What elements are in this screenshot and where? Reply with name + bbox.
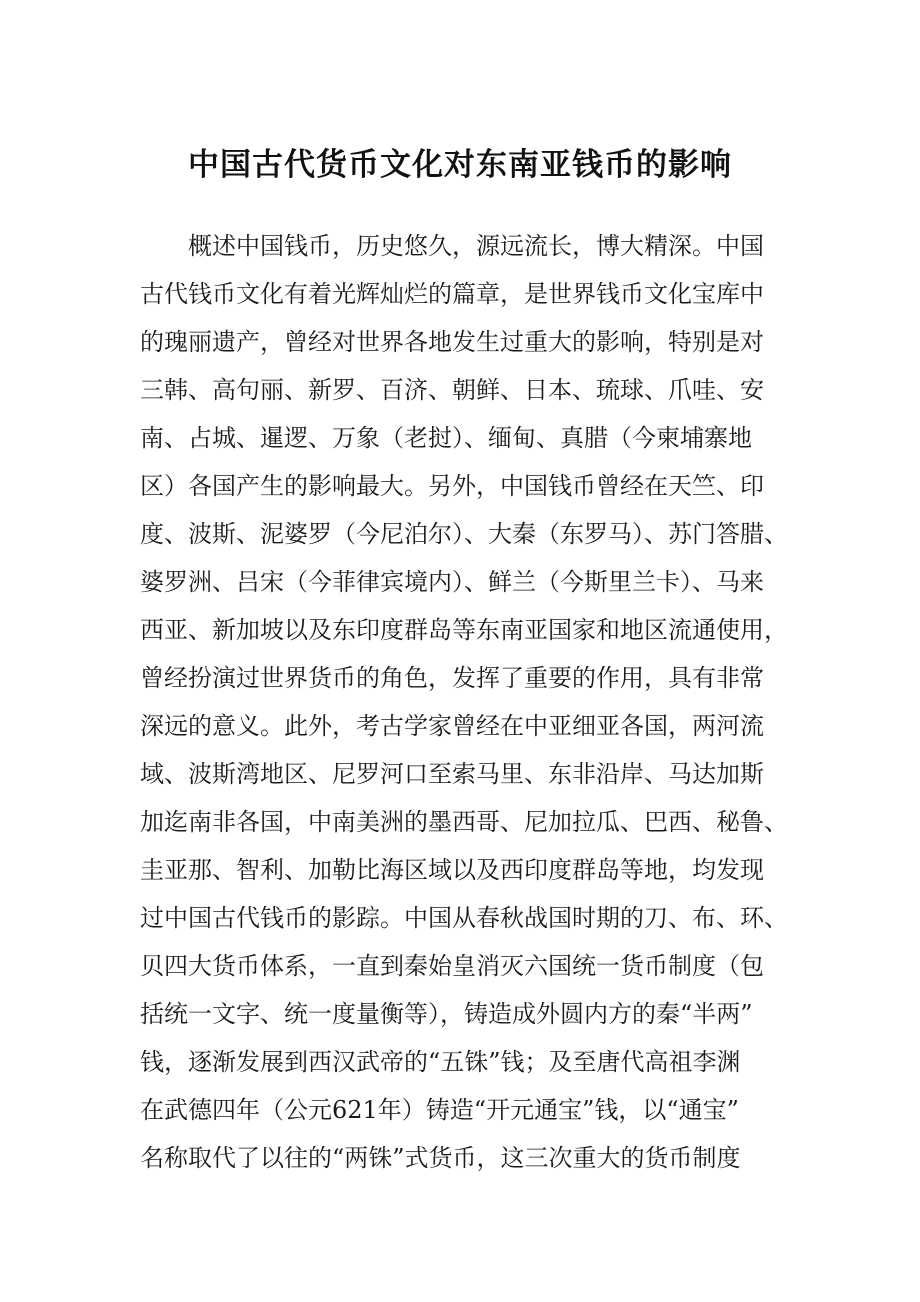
text-line: 曾经扮演过世界货币的角色，发挥了重要的作用，具有非常 <box>140 664 764 692</box>
text-line: 的瑰丽遗产，曾经对世界各地发生过重大的影响，特别是对 <box>140 328 764 356</box>
text-line: 古代钱币文化有着光辉灿烂的篇章，是世界钱币文化宝库中 <box>140 280 764 308</box>
text-line: 三韩、高句丽、新罗、百济、朝鲜、日本、琉球、爪哇、安 <box>140 376 764 404</box>
text-line: 深远的意义。此外，考古学家曾经在中亚细亚各国，两河流 <box>140 712 764 740</box>
text-line: 括统一文字、统一度量衡等），铸造成外圆内方的秦“半两” <box>140 1000 753 1028</box>
text-line: 西亚、新加坡以及东印度群岛等东南亚国家和地区流通使用， <box>140 616 788 644</box>
text-line: 加迄南非各国，中南美洲的墨西哥、尼加拉瓜、巴西、秘鲁、 <box>140 808 788 836</box>
text-line: 南、占城、暹逻、万象（老挝）、缅甸、真腊（今柬埔寨地 <box>140 424 752 452</box>
text-line: 度、波斯、泥婆罗（今尼泊尔）、大秦（东罗马）、苏门答腊、 <box>140 520 788 548</box>
body-paragraph <box>140 226 800 1186</box>
document-title: 中国古代货币文化对东南亚钱币的影响 <box>188 147 732 183</box>
text-line: 概述中国钱币，历史悠久，源远流长，博大精深。中国 <box>140 232 764 260</box>
text-line: 域、波斯湾地区、尼罗河口至索马里、东非沿岸、马达加斯 <box>140 760 764 788</box>
text-line: 过中国古代钱币的影踪。中国从春秋战国时期的刀、布、环、 <box>140 904 788 932</box>
text-line: 贝四大货币体系，一直到秦始皇消灭六国统一货币制度（包 <box>140 952 764 980</box>
text-line: 婆罗洲、吕宋（今菲律宾境内）、鲜兰（今斯里兰卡）、马来 <box>140 568 764 596</box>
text-line: 在武德四年（公元621年）铸造“开元通宝”钱，以“通宝” <box>140 1096 739 1124</box>
text-line: 圭亚那、智利、加勒比海区域以及西印度群岛等地，均发现 <box>140 856 764 884</box>
text-line: 钱，逐渐发展到西汉武帝的“五铢”钱；及至唐代高祖李渊 <box>140 1048 741 1076</box>
text-line: 名称取代了以往的“两铢”式货币，这三次重大的货币制度 <box>140 1144 741 1172</box>
text-line: 区）各国产生的影响最大。另外，中国钱币曾经在天竺、印 <box>140 472 764 500</box>
